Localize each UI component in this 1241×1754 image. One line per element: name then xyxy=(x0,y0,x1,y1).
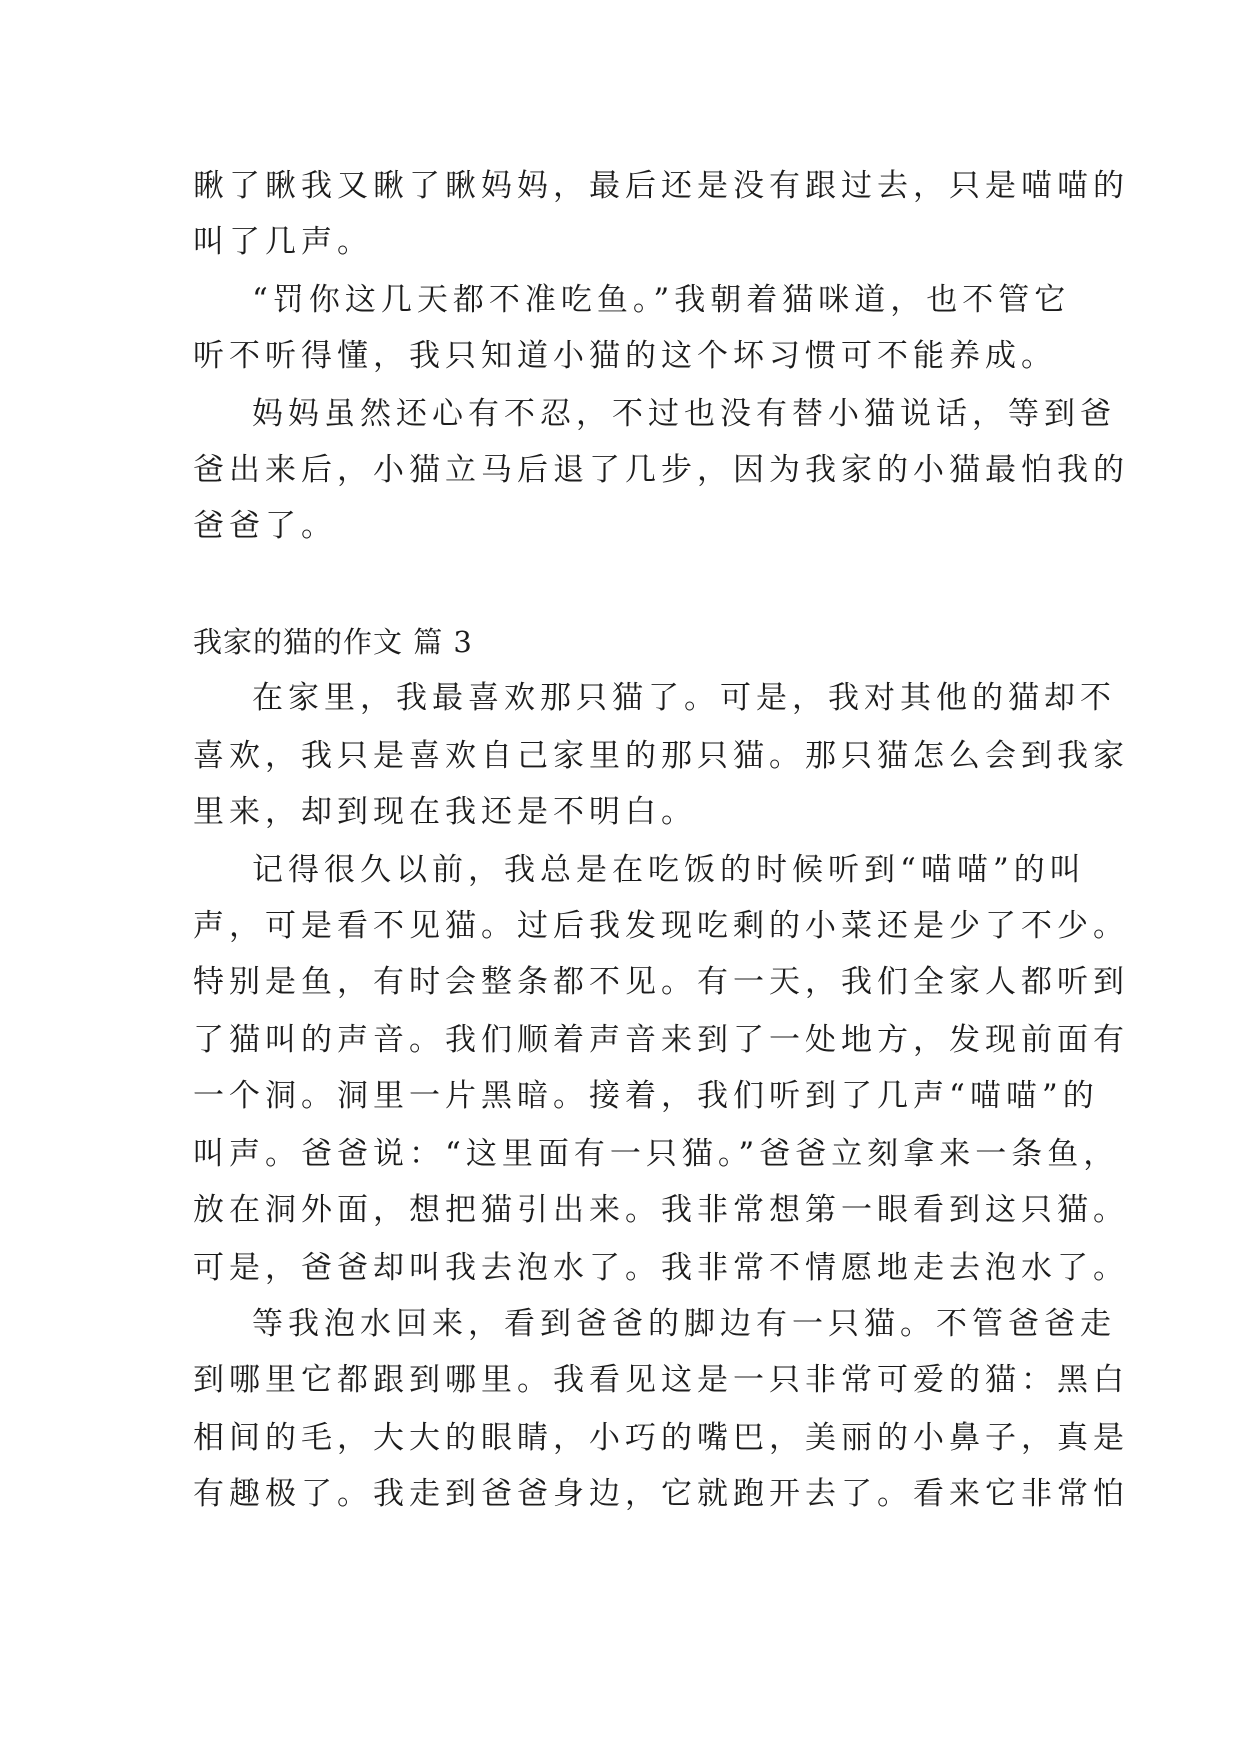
section-heading: 我家的猫的作文 篇 3 xyxy=(193,625,473,659)
body-text-line: 等我泡水回来，看到爸爸的脚边有一只猫。不管爸爸走 xyxy=(252,1306,1116,1342)
body-text-line: 特别是鱼，有时会整条都不见。有一天，我们全家人都听到 xyxy=(193,964,1129,1000)
body-text-line: 在家里，我最喜欢那只猫了。可是，我对其他的猫却不 xyxy=(252,680,1116,716)
body-text-line: 妈妈虽然还心有不忍，不过也没有替小猫说话，等到爸 xyxy=(252,396,1116,432)
body-text-line: 爸爸了。 xyxy=(193,508,337,544)
body-text-line: 记得很久以前，我总是在吃饭的时候听到“喵喵”的叫 xyxy=(252,852,1086,888)
body-text-line: 爸出来后，小猫立马后退了几步，因为我家的小猫最怕我的 xyxy=(193,452,1129,488)
body-text-line: 可是，爸爸却叫我去泡水了。我非常不情愿地走去泡水了。 xyxy=(193,1250,1129,1286)
body-text-line: 喜欢，我只是喜欢自己家里的那只猫。那只猫怎么会到我家 xyxy=(193,738,1129,774)
body-text-line: 到哪里它都跟到哪里。我看见这是一只非常可爱的猫：黑白 xyxy=(193,1362,1129,1398)
body-text-line: 相间的毛，大大的眼睛，小巧的嘴巴，美丽的小鼻子，真是 xyxy=(193,1420,1129,1456)
body-text-line: 叫了几声。 xyxy=(193,224,373,260)
body-text-line: 听不听得懂，我只知道小猫的这个坏习惯可不能养成。 xyxy=(193,338,1057,374)
body-text-line: 叫声。爸爸说：“这里面有一只猫。”爸爸立刻拿来一条鱼， xyxy=(193,1136,1120,1172)
body-text-line: 里来，却到现在我还是不明白。 xyxy=(193,794,697,830)
body-text-line: 瞅了瞅我又瞅了瞅妈妈，最后还是没有跟过去，只是喵喵的 xyxy=(193,168,1129,204)
body-text-line: 声，可是看不见猫。过后我发现吃剩的小菜还是少了不少。 xyxy=(193,908,1129,944)
body-text-line: 一个洞。洞里一片黑暗。接着，我们听到了几声“喵喵”的 xyxy=(193,1078,1099,1114)
body-text-line: 放在洞外面，想把猫引出来。我非常想第一眼看到这只猫。 xyxy=(193,1192,1129,1228)
body-text-line: 有趣极了。我走到爸爸身边，它就跑开去了。看来它非常怕 xyxy=(193,1476,1129,1512)
body-text-line: 了猫叫的声音。我们顺着声音来到了一处地方，发现前面有 xyxy=(193,1022,1129,1058)
body-text-line: “罚你这几天都不准吃鱼。”我朝着猫咪道，也不管它 xyxy=(252,282,1071,318)
